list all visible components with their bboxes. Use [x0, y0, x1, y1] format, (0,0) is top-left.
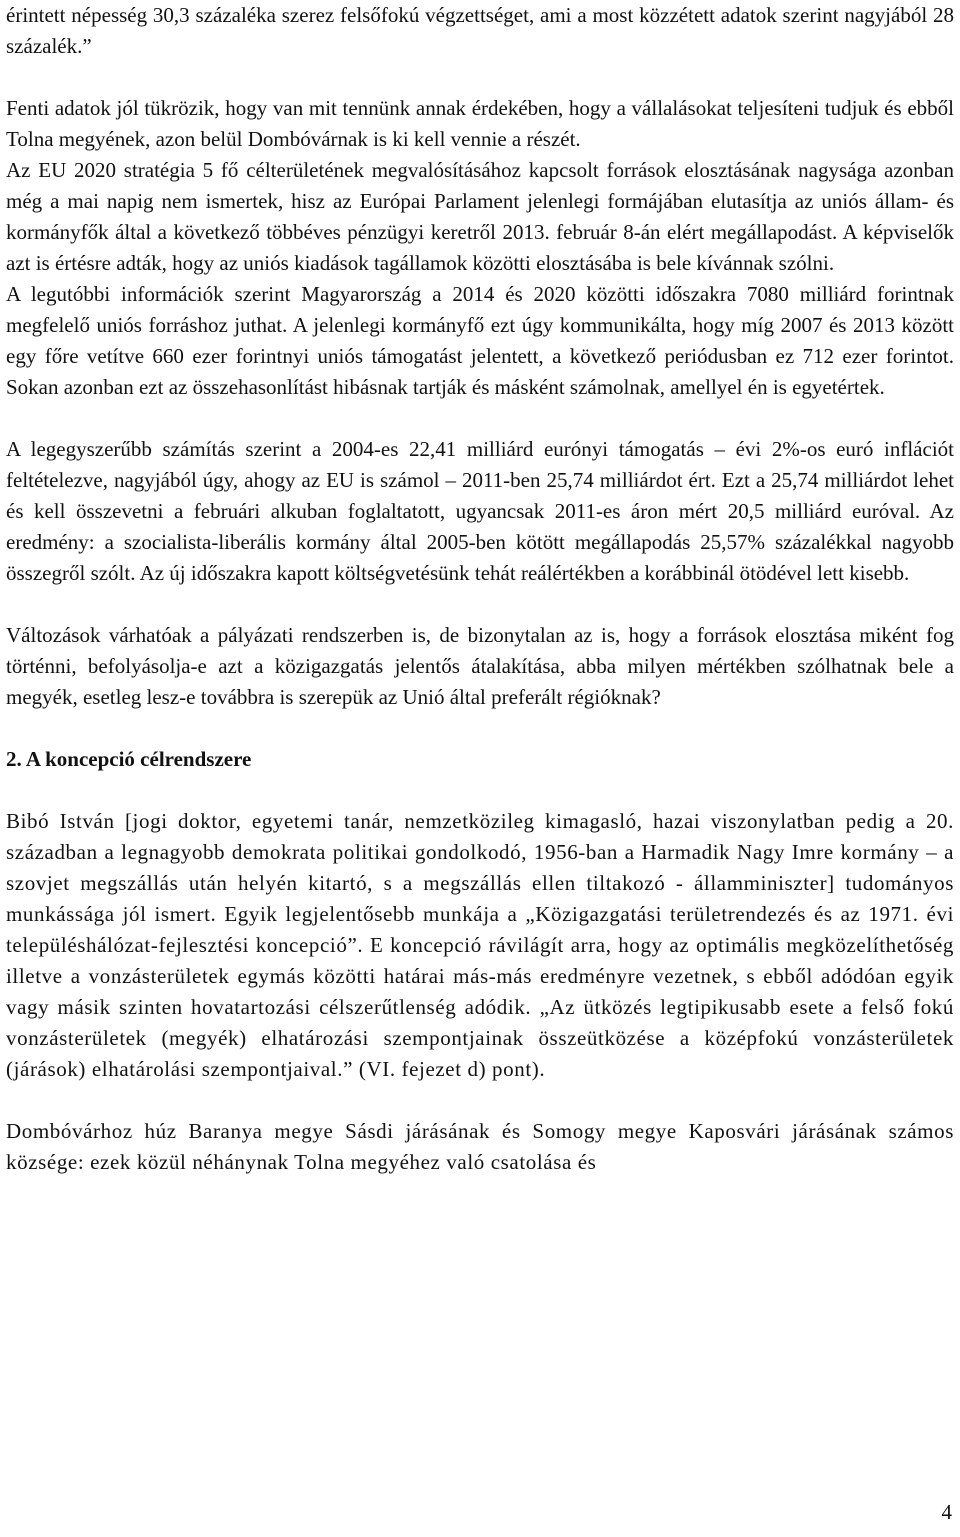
document-page — [6, 0, 954, 1178]
paragraph-5: A legegyszerűbb számítás szerint a 2004-es 22,41 milliárd eurónyi támogatás – évi 2%-os euró inflációt feltételezve, nagyjából úgy, ahogy az EU is számol – 2011-ben 25,74 milliárdot ért. Ezt a 25,74 milliárdot lehet és kell összevetni a februári alkuban foglaltatott, ugyancsak 2011-es áron mért 20,5 milliárd euróval. Az eredmény: a szocialista-liberális kormány által 2005-ben kötött megállapodás 25,57% százalékkal nagyobb összegről szólt. Az új időszakra kapott költségvetésünk tehát reálértékben a korábbinál ötödével lett kisebb. — [6, 437, 954, 585]
paragraph-7: Bibó István [jogi doktor, egyetemi tanár, nemzetközileg kimagasló, hazai viszonylatban pedig a 20. században a legnagyobb demokrata politikai gondolkodó, 1956-ban a Harmadik Nagy Imre kormány – a szovjet megszállás után helyén kitartó, s a megszállás ellen tiltakozó - államminiszter] tudományos munkássága jól ismert. Egyik legjelentősebb munkája a „Közigazgatási területrendezés és az 1971. évi településhálózat-fejlesztési koncepció”. E koncepció rávilágít arra, hogy az optimális megközelíthetőség illetve a vonzásterületek egymás közötti határai más-más eredményre vezetnek, s ebből adódóan egyik vagy másik szinten hovatartozási célszerűtlenség adódik. „Az ütközés legtipikusabb esete a felső fokú vonzásterületek (megyék) elhatározási szempontjainak összeütközése a középfokú vonzásterületek (járások) elhatárolási szempontjaival.” (VI. fejezet d) pont). — [6, 809, 954, 1081]
section-heading: 2. A koncepció célrendszere — [6, 747, 252, 771]
paragraph-2: Fenti adatok jól tükrözik, hogy van mit tennünk annak érdekében, hogy a vállalásokat teljesíteni tudjuk és ebből Tolna megyének, azon belül Dombóvárnak is ki kell vennie a részét. — [6, 96, 954, 151]
page-number: 4 — [941, 1500, 952, 1524]
paragraph-6: Változások várhatóak a pályázati rendszerben is, de bizonytalan az is, hogy a források elosztása miként fog történni, befolyásolja-e azt a közigazgatás jelentős átalakítása, abba milyen mértékben szólhatnak bele a megyék, esetleg lesz-e továbbra is szerepük az Unió által preferált régióknak? — [6, 623, 954, 709]
paragraph-4: A legutóbbi információk szerint Magyarország a 2014 és 2020 közötti időszakra 7080 milliárd forintnak megfelelő uniós forráshoz juthat. A jelenlegi kormányfő ezt úgy kommunikálta, hogy míg 2007 és 2013 között egy főre vetítve 660 ezer forintnyi uniós támogatást jelentett, a következő periódusban ez 712 ezer forintot. Sokan azonban ezt az összehasonlítást hibásnak tartják és másként számolnak, amellyel én is egyetértek. — [6, 282, 954, 399]
paragraph-3: Az EU 2020 stratégia 5 fő célterületének megvalósításához kapcsolt források elosztásának nagysága azonban még a mai napig nem ismertek, hisz az Európai Parlament jelenlegi formájában elutasítja az uniós állam- és kormányfők által a következő többéves pénzügyi keretről 2013. február 8-án elért megállapodást. A képviselők azt is értésre adták, hogy az uniós kiadások tagállamok közötti elosztásába is bele kívánnak szólni. — [6, 158, 954, 275]
paragraph-1: érintett népesség 30,3 százaléka szerez felsőfokú végzettséget, ami a most közzétett adatok szerint nagyjából 28 százalék.” — [6, 3, 954, 58]
paragraph-8: Dombóvárhoz húz Baranya megye Sásdi járásának és Somogy megye Kaposvári járásának számos községe: ezek közül néhánynak Tolna megyéhez való csatolása és — [6, 1119, 954, 1174]
